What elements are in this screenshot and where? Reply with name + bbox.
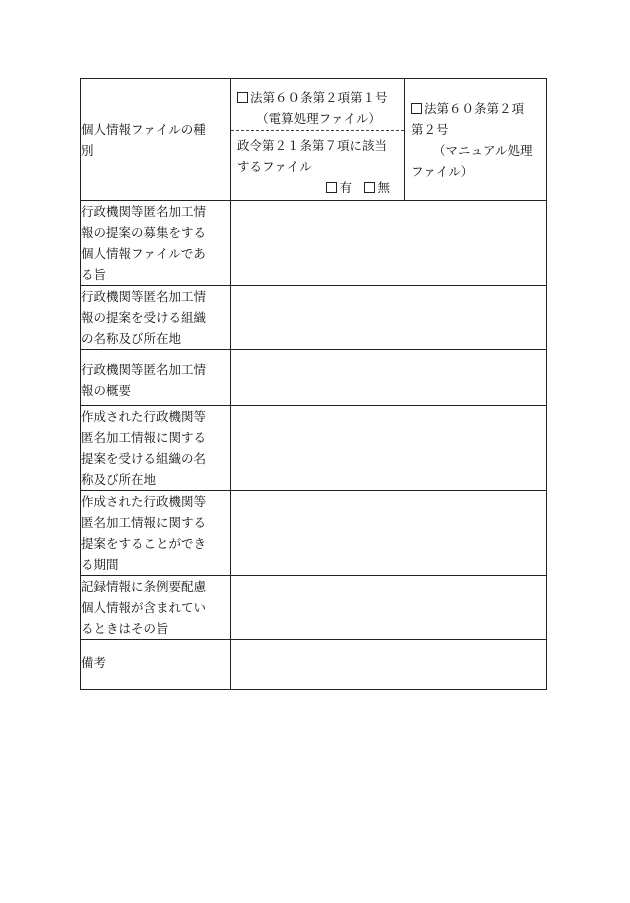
file-type-row — [81, 79, 547, 201]
row-value-field[interactable] — [231, 576, 547, 640]
row-label: 行政機関等匿名加工情 報の提案を受ける組織 の名称及び所在地 — [81, 286, 231, 350]
row-label: 行政機関等匿名加工情 報の概要 — [81, 350, 231, 406]
row-value-field[interactable] — [231, 201, 547, 286]
row-label: 備考 — [81, 640, 231, 690]
seirei-yes-label: 有 — [339, 180, 352, 195]
row-value-field[interactable] — [231, 491, 547, 576]
row-value-field[interactable] — [231, 406, 547, 491]
option-electronic — [231, 79, 404, 131]
row-label: 行政機関等匿名加工情 報の提案の募集をする 個人情報ファイルであ る旨 — [81, 201, 231, 286]
file-type-label — [81, 79, 231, 201]
file-type-options-left — [231, 79, 405, 201]
seirei-line2: するファイル — [237, 159, 312, 174]
option-manual-line2: 第２号 — [411, 121, 449, 137]
table-row — [81, 286, 547, 350]
seirei-no-label: 無 — [377, 180, 390, 195]
option-electronic-label: 法第６０条第２項第１号 — [250, 90, 388, 105]
option-manual — [405, 79, 547, 201]
table-row — [81, 406, 547, 491]
row-label: 記録情報に条例要配慮 個人情報が含まれてい るときはその旨 — [81, 576, 231, 640]
row-value-field[interactable] — [231, 350, 547, 406]
option-manual-line4: ファイル） — [411, 163, 474, 179]
seirei-choices — [237, 177, 400, 198]
table-row — [81, 640, 547, 690]
option-seirei — [231, 131, 404, 200]
table-row — [81, 491, 547, 576]
row-label: 作成された行政機関等 匿名加工情報に関する 提案をすることができ る期間 — [81, 491, 231, 576]
checkbox-electronic[interactable] — [237, 92, 248, 103]
option-manual-label: 法第６０条第２項 — [424, 100, 525, 116]
seirei-line1: 政令第２１条第７項に該当 — [237, 138, 388, 153]
checkbox-no[interactable] — [364, 182, 375, 193]
option-electronic-sub: （電算処理ファイル） — [256, 111, 381, 126]
file-type-label-line1: 個人情報ファイルの種 — [81, 121, 206, 137]
file-type-label-line2: 別 — [81, 142, 94, 158]
row-value-field[interactable] — [231, 640, 547, 690]
option-manual-line3: （マニュアル処理 — [433, 142, 533, 158]
checkbox-yes[interactable] — [326, 182, 337, 193]
row-value-field[interactable] — [231, 286, 547, 350]
personal-info-file-form — [80, 78, 547, 690]
table-row — [81, 576, 547, 640]
table-row — [81, 201, 547, 286]
table-row — [81, 350, 547, 406]
checkbox-manual[interactable] — [411, 103, 422, 114]
row-label: 作成された行政機関等 匿名加工情報に関する 提案を受ける組織の名 称及び所在地 — [81, 406, 231, 491]
